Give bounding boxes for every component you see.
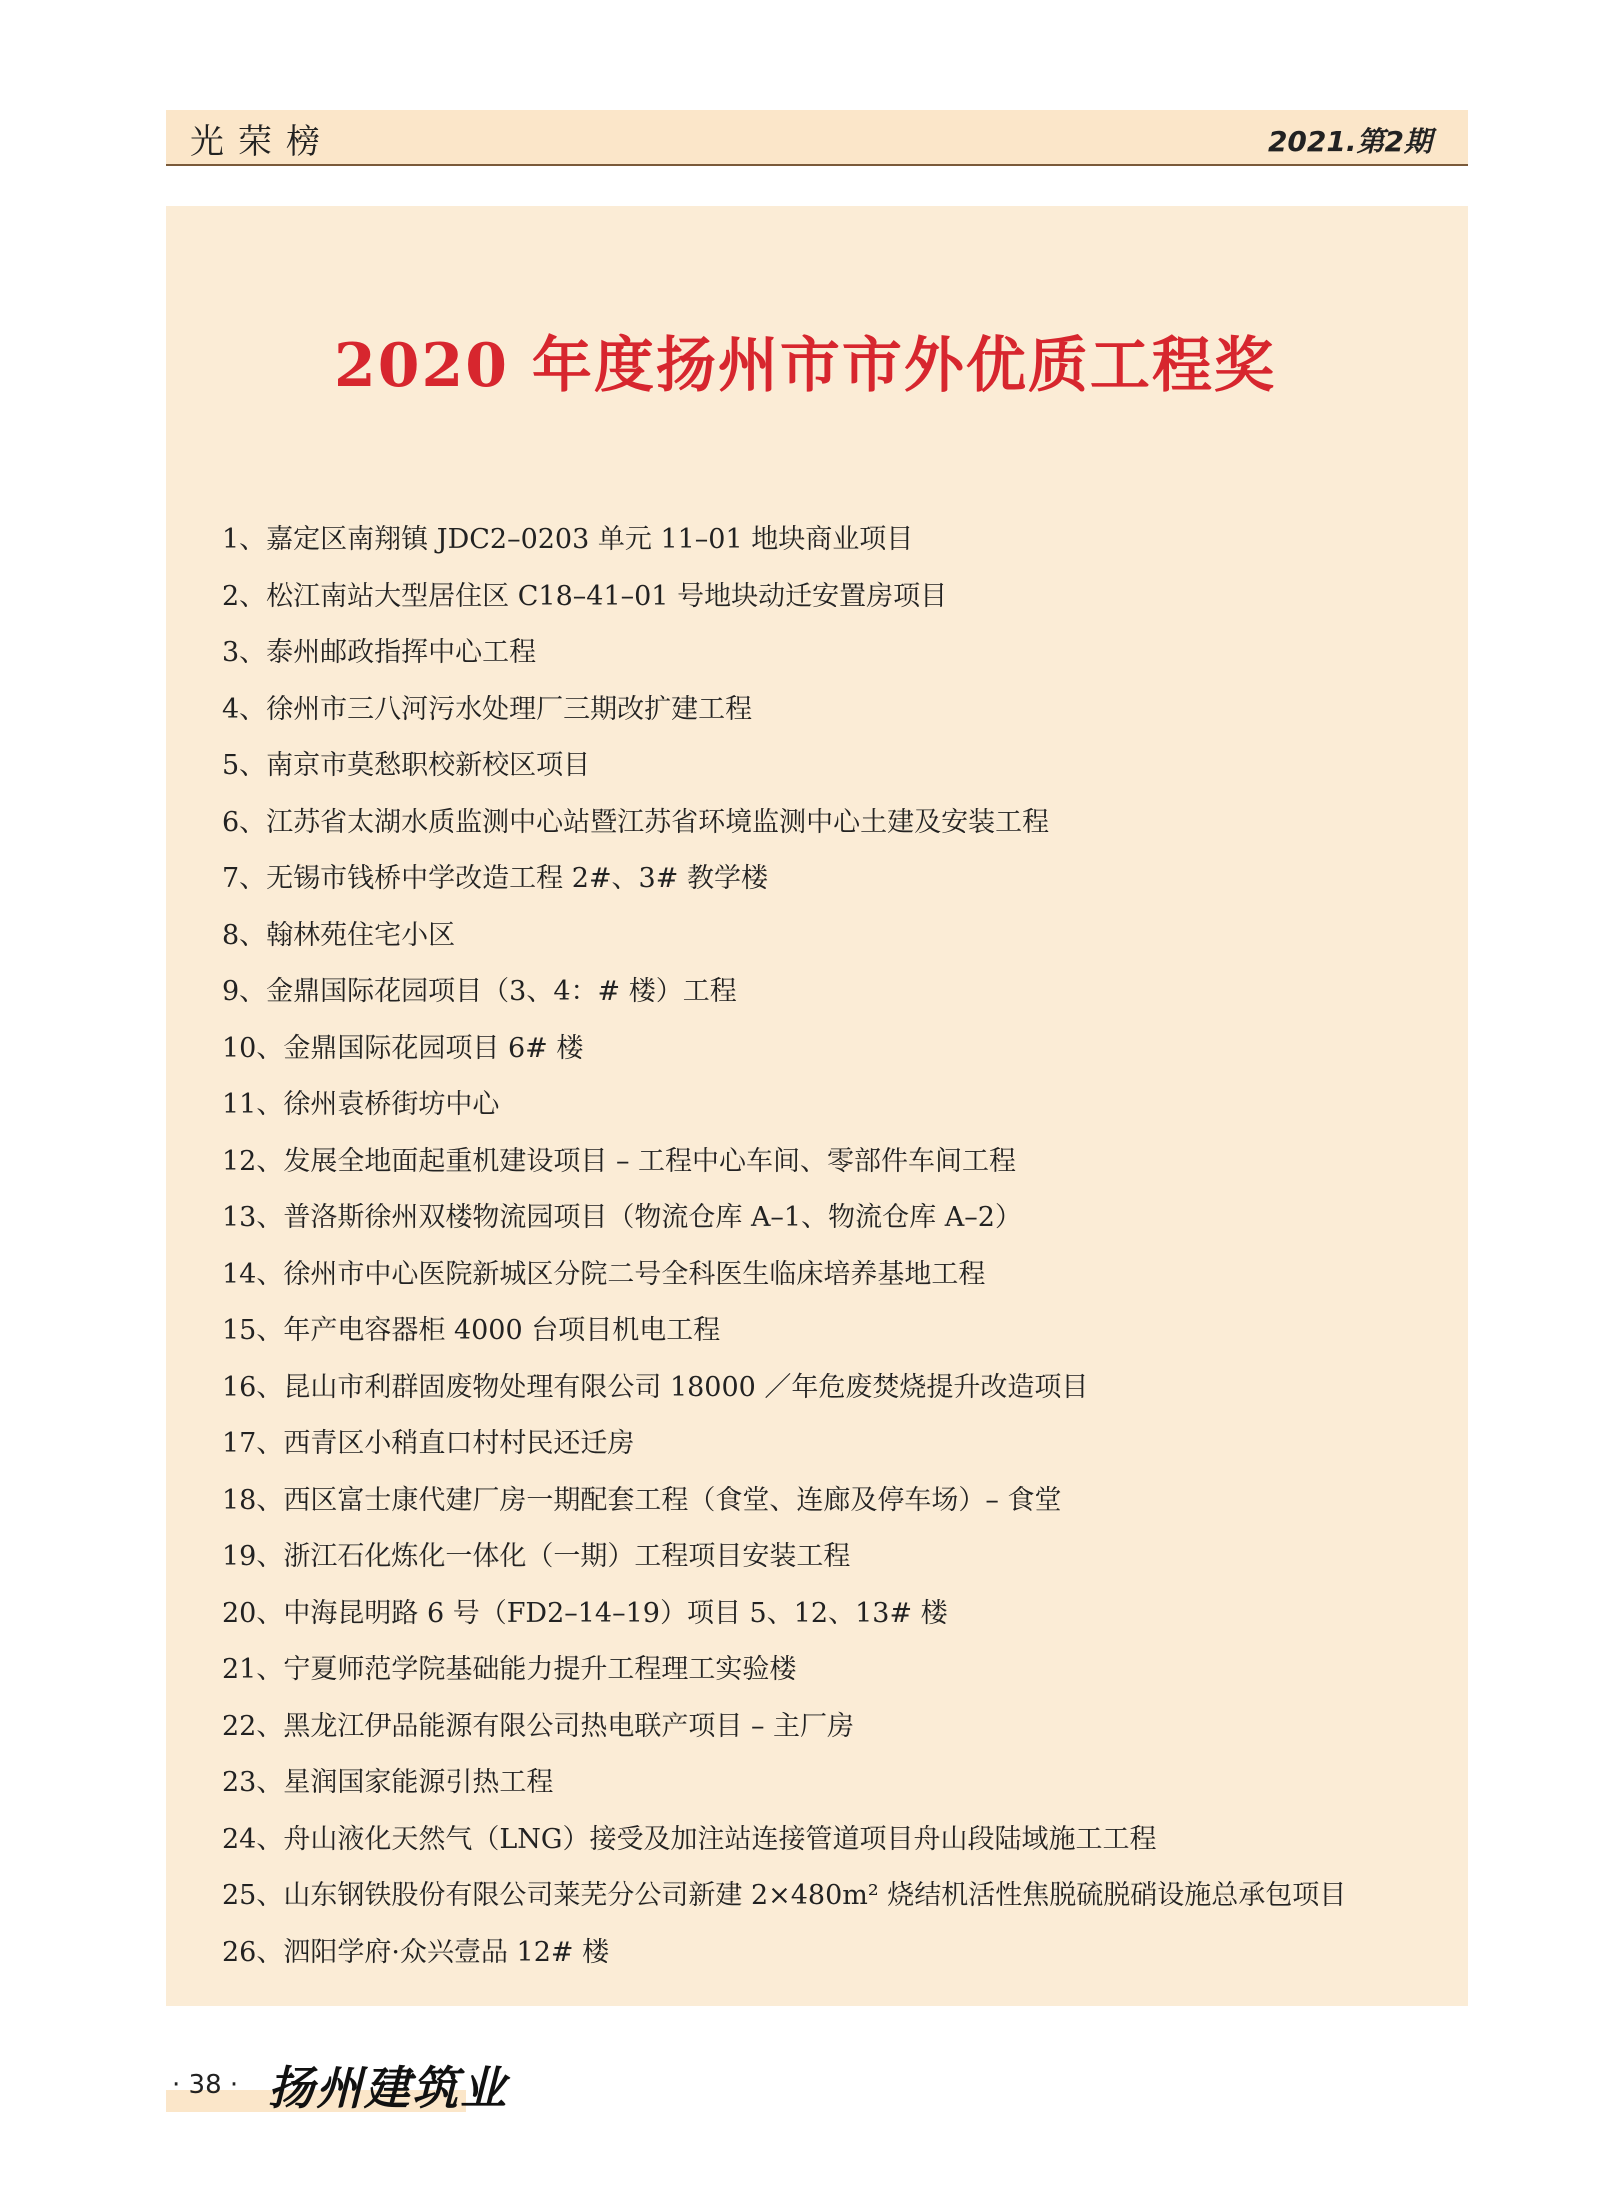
list-item: 13、普洛斯徐州双楼物流园项目（物流仓库 A–1、物流仓库 A–2）	[222, 1202, 1022, 1233]
list-item: 7、无锡市钱桥中学改造工程 2#、3# 教学楼	[222, 863, 768, 894]
list-item: 3、泰州邮政指挥中心工程	[222, 637, 537, 668]
list-item: 5、南京市莫愁职校新校区项目	[222, 750, 591, 781]
list-item: 2、松江南站大型居住区 C18–41–01 号地块动迁安置房项目	[222, 580, 948, 612]
list-item: 21、宁夏师范学院基础能力提升工程理工实验楼	[222, 1654, 797, 1685]
issue-number: 2021.第2期	[1267, 125, 1432, 158]
list-item: 8、翰林苑住宅小区	[222, 919, 456, 951]
list-item: 10、金鼎国际花园项目 6# 楼	[222, 1032, 584, 1064]
list-item: 1、嘉定区南翔镇 JDC2–0203 单元 11–01 地块商业项目	[222, 524, 914, 555]
list-item: 6、江苏省太湖水质监测中心站暨江苏省环境监测中心土建及安装工程	[222, 806, 1050, 838]
list-item: 22、黑龙江伊品能源有限公司热电联产项目 – 主厂房	[222, 1710, 855, 1742]
project-list	[222, 512, 1346, 1981]
section-title: 光荣榜	[190, 122, 334, 162]
list-item: 23、星润国家能源引热工程	[222, 1767, 554, 1798]
list-item: 11、徐州袁桥街坊中心	[222, 1089, 500, 1120]
list-item: 17、西青区小稍直口村村民还迁房	[222, 1428, 635, 1459]
list-item: 16、昆山市利群固废物处理有限公司 18000 ／年危废焚烧提升改造项目	[222, 1371, 1089, 1403]
award-title: 2020 年度扬州市市外优质工程奖	[334, 331, 1276, 401]
list-item: 4、徐州市三八河污水处理厂三期改扩建工程	[222, 693, 753, 725]
list-item: 15、年产电容器柜 4000 台项目机电工程	[222, 1315, 721, 1346]
list-item: 12、发展全地面起重机建设项目 – 工程中心车间、零部件车间工程	[222, 1145, 1017, 1177]
list-item: 24、舟山液化天然气（LNG）接受及加注站连接管道项目舟山段陆域施工工程	[222, 1823, 1157, 1855]
list-item: 20、中海昆明路 6 号（FD2–14–19）项目 5、12、13# 楼	[222, 1597, 948, 1629]
list-item: 19、浙江石化炼化一体化（一期）工程项目安装工程	[222, 1541, 851, 1572]
page-number: · 38 ·	[172, 2070, 239, 2100]
list-item: 25、山东钢铁股份有限公司莱芜分公司新建 2×480m² 烧结机活性焦脱硫脱硝设施总承包项目	[222, 1880, 1347, 1911]
list-item: 18、西区富士康代建厂房一期配套工程（食堂、连廊及停车场）– 食堂	[222, 1484, 1062, 1516]
header-rule	[166, 164, 1468, 166]
list-item: 9、金鼎国际花园项目（3、4：# 楼）工程	[222, 976, 737, 1007]
list-item: 14、徐州市中心医院新城区分院二号全科医生临床培养基地工程	[222, 1258, 986, 1290]
magazine-logo: 扬州建筑业	[268, 2061, 508, 2115]
list-item: 26、泗阳学府·众兴壹品 12# 楼	[222, 1936, 610, 1968]
